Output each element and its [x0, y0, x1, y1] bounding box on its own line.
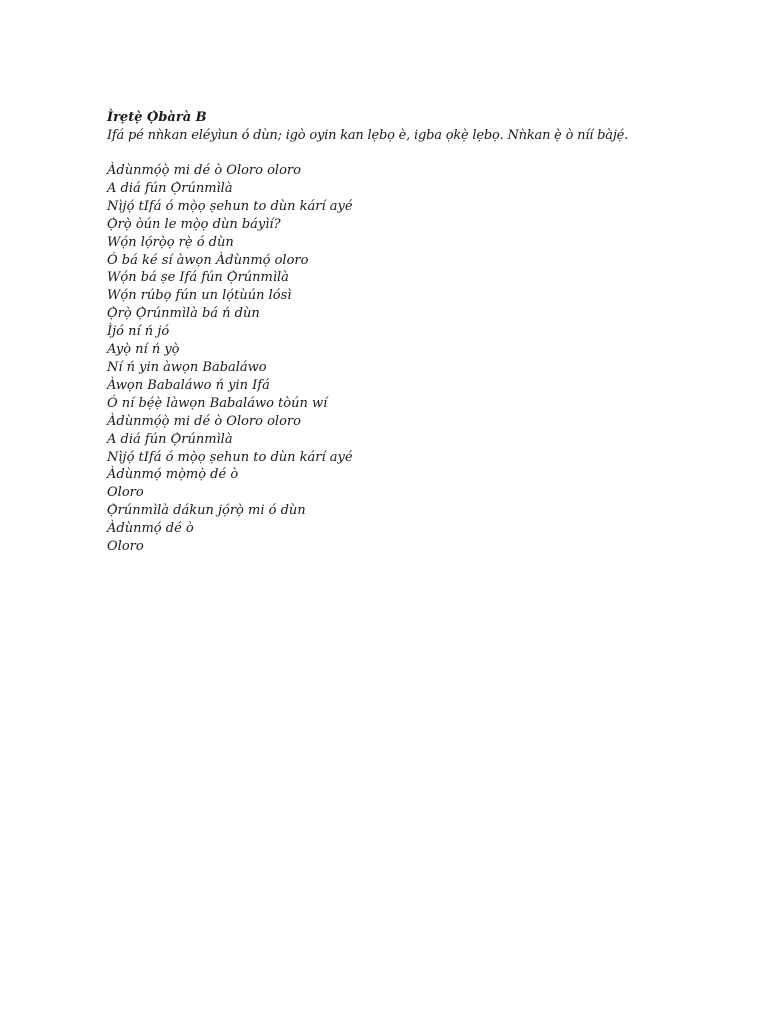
verse-line: Ọ̀rúnmìlà dákun jọ́rọ̀ mi ó dùn [107, 503, 306, 519]
verse-line: Wọ́n lọ́rọ̀ọ rẹ̀ ó dùn [107, 234, 234, 250]
verse-block [107, 162, 727, 556]
verse-line: A diá fún Ọ̀rúnmìlà [107, 431, 233, 447]
verse-line: Wọ́n bá ṣe Ifá fún Ọ̀rúnmìlà [107, 270, 289, 286]
verse-line: Àdùnmọ́ mọ̀mọ̀ dé ò [107, 467, 239, 483]
document-body [107, 109, 727, 556]
intro-paragraph: Ifá pé nǹkan eléyìun ó dùn; igò oyin kan lẹbọ è, igba ọkẹ̀ lẹbọ. Nǹkan ẹ̀ ò níí bàjẹ́. [107, 128, 629, 143]
verse-line: Ó bá ké sí àwọn Àdùnmọ́ oloro [107, 252, 309, 268]
verse-line: Wọ́n rúbọ fún un lọ́tùún lósì [107, 288, 292, 304]
verse-line: Oloro [107, 485, 144, 501]
verse-line: Àdùnmọ́ọ̀ mi dé ò Oloro oloro [107, 163, 301, 178]
verse-line: Ayọ̀ ní ń yọ̀ [107, 342, 180, 358]
verse-line: Àwọn Babaláwo ń yin Ifá [107, 377, 270, 393]
verse-line: Àdùnmọ́ dé ò [107, 521, 194, 537]
verse-line: Ìjó ní ń jó [107, 324, 170, 340]
verse-line: Ọ̀rọ̀ Ọ̀rúnmìlà bá ń dùn [107, 306, 260, 322]
verse-line: Ní ń yin àwọn Babaláwo [107, 359, 267, 375]
document-title: Ìrẹtẹ̀ Ọ̀bàrà B [107, 110, 207, 125]
verse-line: Nìjọ́ tIfá ó mọ̀ọ ṣehun to dùn kárí ayé [107, 449, 353, 465]
verse-line: Ọ̀rọ̀ òún le mọ̀ọ dùn báyìí? [107, 216, 281, 232]
verse-line: Nìjọ́ tIfá ó mọ̀ọ ṣehun to dùn kárí ayé [107, 198, 353, 214]
verse-line: Ó ní bẹ́ẹ̀ làwọn Babaláwo tòún wí [107, 395, 328, 411]
verse-line: Oloro [107, 539, 144, 555]
verse-line: Àdùnmọ́ọ̀ mi dé ò Oloro oloro [107, 413, 301, 429]
verse-line: A diá fún Ọ̀rúnmìlà [107, 180, 233, 196]
